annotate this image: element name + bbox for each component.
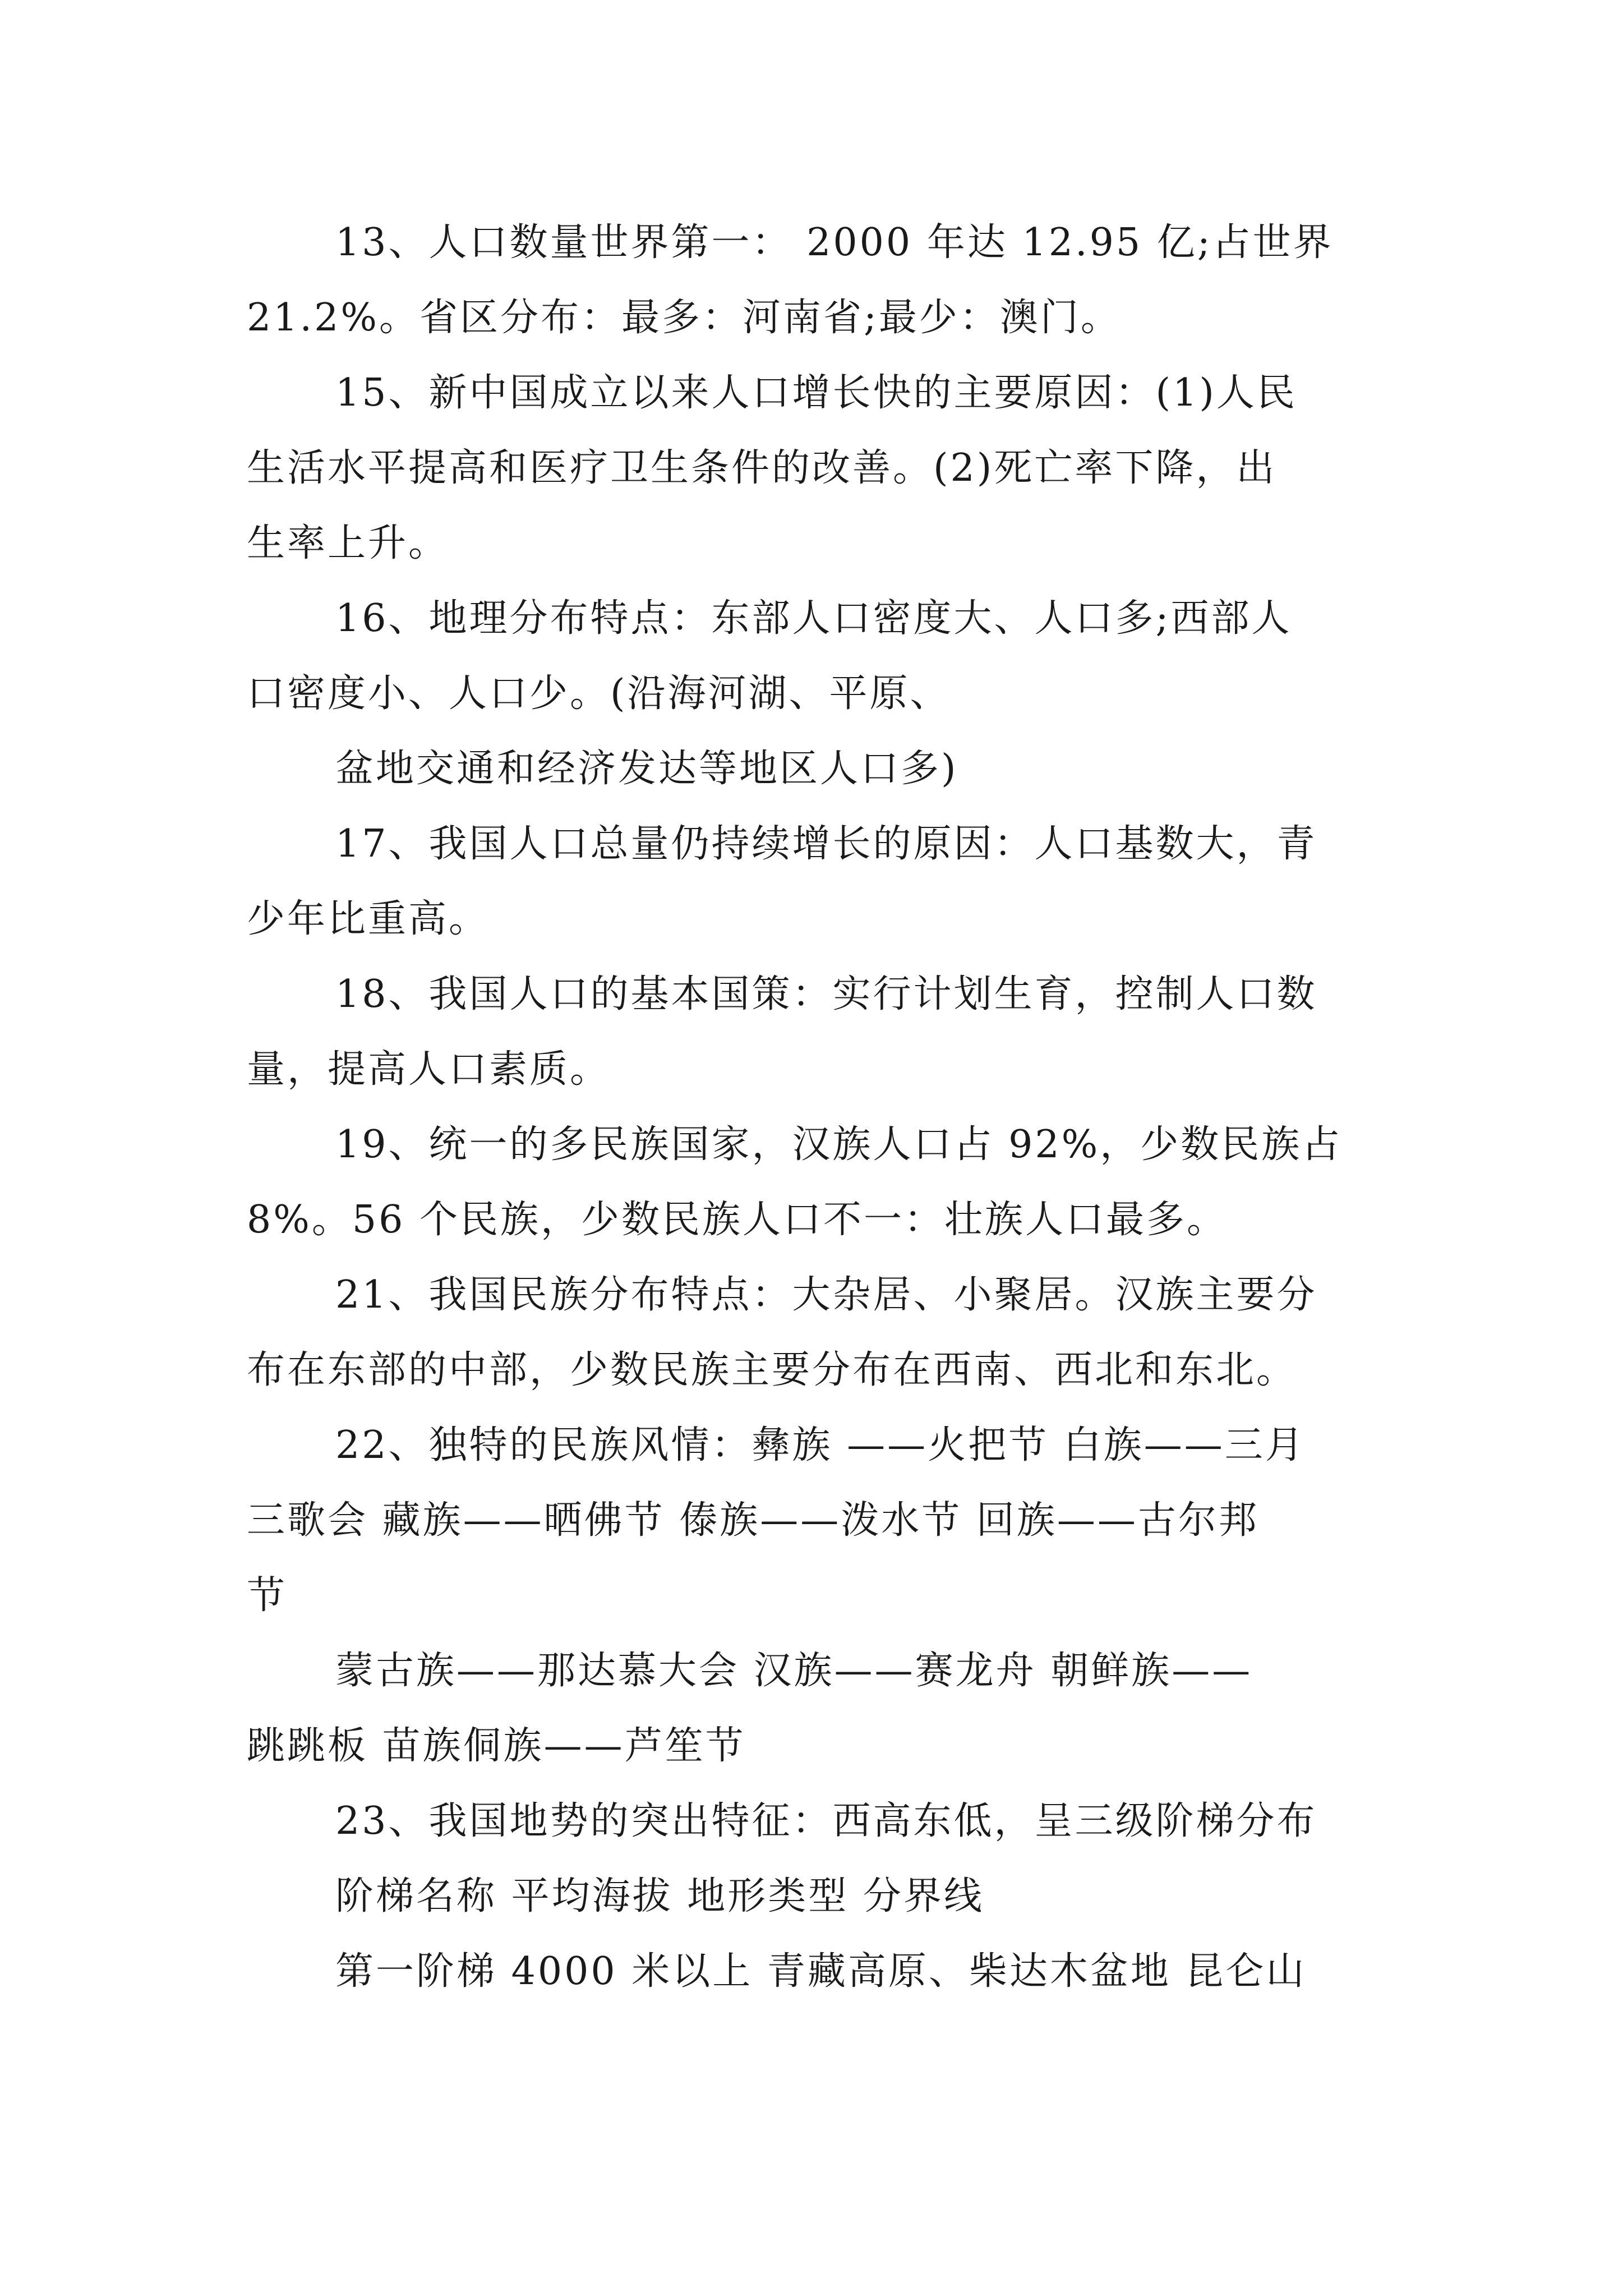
- text-line-item-13-a: 13、人口数量世界第一： 2000 年达 12.95 亿;占世界: [335, 220, 1334, 265]
- text-line-item-22-a: 22、独特的民族风情：彝族 ——火把节 白族——三月: [335, 1423, 1306, 1467]
- text-line-item-13-b: 21.2%。省区分布：最多：河南省;最少：澳门。: [247, 296, 1121, 340]
- text-line-item-22-b: 三歌会 藏族——晒佛节 傣族——泼水节 回族——古尔邦: [247, 1498, 1259, 1543]
- text-line-item-16-a: 16、地理分布特点：东部人口密度大、人口多;西部人: [335, 596, 1292, 641]
- text-line-item-22-d: 蒙古族——那达慕大会 汉族——赛龙舟 朝鲜族——: [335, 1649, 1253, 1693]
- text-line-item-22-e: 跳跳板 苗族侗族——芦笙节: [247, 1724, 746, 1768]
- text-line-item-18-a: 18、我国人口的基本国策：实行计划生育，控制人口数: [335, 972, 1317, 1016]
- text-line-item-19-a: 19、统一的多民族国家，汉族人口占 92%，少数民族占: [335, 1122, 1343, 1167]
- text-line-item-21-b: 布在东部的中部，少数民族主要分布在西南、西北和东北。: [247, 1348, 1297, 1392]
- text-line-item-22-c: 节: [247, 1573, 288, 1618]
- text-line-item-17-b: 少年比重高。: [247, 897, 490, 941]
- text-line-item-18-b: 量，提高人口素质。: [247, 1047, 611, 1092]
- text-line-item-17-a: 17、我国人口总量仍持续增长的原因：人口基数大，青: [335, 822, 1317, 866]
- text-line-item-16-b: 口密度小、人口少。(沿海河湖、平原、: [247, 671, 951, 716]
- text-line-item-15-b: 生活水平提高和医疗卫生条件的改善。(2)死亡率下降，出: [247, 446, 1277, 490]
- text-line-item-23-c: 第一阶梯 4000 米以上 青藏高原、柴达木盆地 昆仑山: [335, 1949, 1307, 1994]
- text-line-item-23-b: 阶梯名称 平均海拔 地形类型 分界线: [335, 1874, 984, 1918]
- text-line-item-21-a: 21、我国民族分布特点：大杂居、小聚居。汉族主要分: [335, 1273, 1317, 1317]
- text-line-item-23-a: 23、我国地势的突出特征：西高东低，呈三级阶梯分布: [335, 1799, 1317, 1843]
- text-line-item-16-c: 盆地交通和经济发达等地区人口多): [335, 747, 958, 791]
- text-line-item-19-b: 8%。56 个民族，少数民族人口不一：壮族人口最多。: [247, 1198, 1228, 1242]
- text-line-item-15-a: 15、新中国成立以来人口增长快的主要原因：(1)人民: [335, 371, 1297, 415]
- text-line-item-15-c: 生率上升。: [247, 521, 449, 565]
